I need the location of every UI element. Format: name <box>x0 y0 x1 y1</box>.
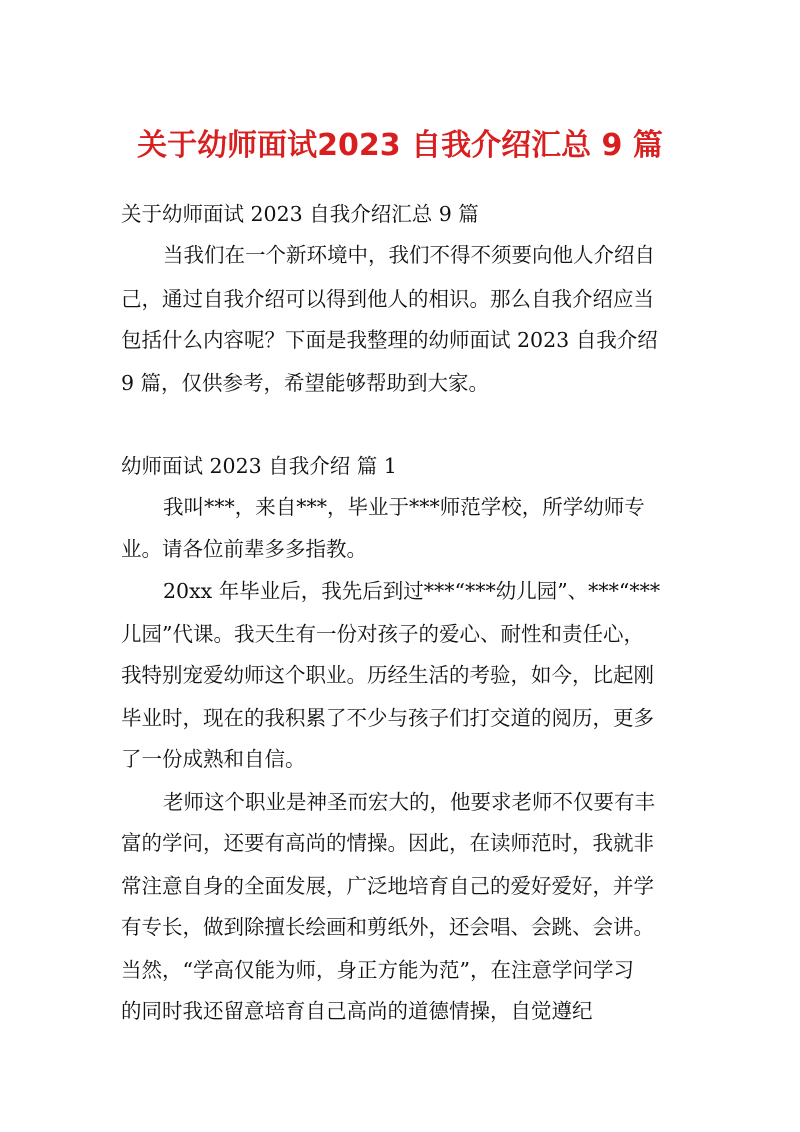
paragraph-line: 毕业时，现在的我积累了不少与孩子们打交道的阅历，更多 <box>121 706 654 730</box>
intro-line: 当我们在一个新环境中，我们不得不须要向他人介绍自 <box>163 243 655 267</box>
intro-line: 9 篇，仅供参考，希望能够帮助到大家。 <box>121 371 490 395</box>
paragraph-line: 儿园”代课。我天生有一份对孩子的爱心、耐性和责任心， <box>121 622 644 646</box>
paragraph-line: 当然，“学高仅能为师，身正方能为范”，在注意学问学习 <box>121 958 634 982</box>
document-subtitle: 关于幼师面试 2023 自我介绍汇总 9 篇 <box>121 202 479 226</box>
paragraph-line: 的同时我还留意培育自己高尚的道德情操，自觉遵纪 <box>121 999 593 1023</box>
paragraph-line: 我特别宠爱幼师这个职业。历经生活的考验，如今，比起刚 <box>121 663 654 687</box>
paragraph-line: 了一份成熟和自信。 <box>121 747 306 771</box>
paragraph-line: 有专长，做到除擅长绘画和剪纸外，还会唱、会跳、会讲。 <box>121 915 654 939</box>
intro-line: 包括什么内容呢？下面是我整理的幼师面试 2023 自我介绍 <box>121 328 658 352</box>
paragraph-line: 常注意自身的全面发展，广泛地培育自己的爱好爱好，并学 <box>121 874 654 898</box>
document-title: 关于幼师面试2023 自我介绍汇总 9 篇 <box>137 128 663 163</box>
paragraph-line: 富的学问，还要有高尚的情操。因此，在读师范时，我就非 <box>121 831 654 855</box>
paragraph-line: 业。请各位前辈多多指教。 <box>121 537 367 561</box>
paragraph-line: 老师这个职业是神圣而宏大的，他要求老师不仅要有丰 <box>163 790 655 814</box>
intro-line: 己，通过自我介绍可以得到他人的相识。那么自我介绍应当 <box>121 287 654 311</box>
paragraph-line: 20xx 年毕业后，我先后到过***“***幼儿园”、***“*** <box>163 579 661 603</box>
paragraph-line: 我叫***，来自***，毕业于***师范学校，所学幼师专 <box>163 495 645 519</box>
section-heading: 幼师面试 2023 自我介绍 篇 1 <box>121 454 397 478</box>
